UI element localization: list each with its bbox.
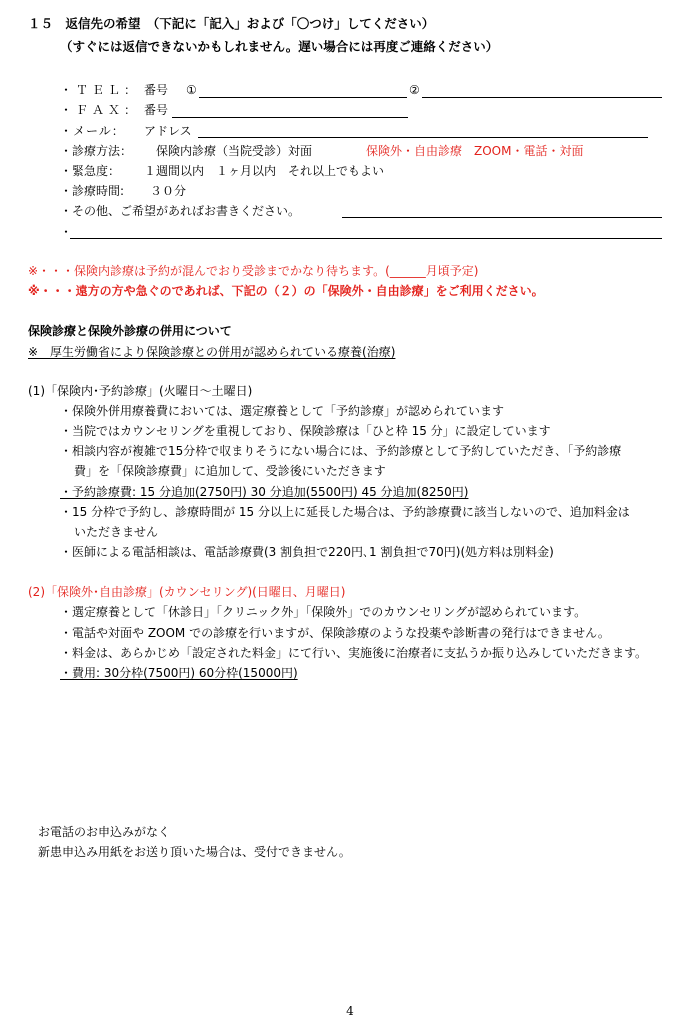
part1-heading: (1)「保険内･予約診療」(火曜日～土曜日) (28, 384, 253, 398)
blank-bullet: ・ (60, 225, 73, 239)
list-item: ・15 分枠で予約し、診療時間が 15 分以上に延長した場合は、予約診療費に該当しないので、追加料金は (60, 505, 630, 519)
list-item-continuation: いただきません (74, 525, 159, 539)
combined-title: 保険診療と保険外診療の併用について (28, 324, 232, 338)
mail-label: ・メール： (60, 124, 125, 138)
page-number: 4 (346, 1004, 354, 1018)
duration-label: ・診療時間: (60, 184, 125, 198)
fax-label: ・ＦＡＸ： (60, 103, 141, 117)
list-item-continuation: 費」を「保険診療費」に追加して、受診後にいただきます (74, 464, 386, 478)
part2-heading: (2)「保険外･自由診療」(カウンセリング)(日曜日、月曜日) (28, 585, 346, 599)
list-item: ・選定療養として「休診日」「クリニック外」「保険外」でのカウンセリングが認められています。 (60, 605, 587, 619)
footer-notice-line-2: 新患申込み用紙をお送り頂いた場合は、受付できません。 (38, 845, 351, 859)
note-remote: ※・・・遠方の方や急ぐのであれば、下記の（２）の「保険外・自由診療」をご利用ください。 (28, 284, 544, 298)
list-item-fees: ・予約診療費: 15 分追加(2750円) 30 分追加(5500円) 45 分追加(8250円) (60, 485, 469, 499)
section-15-subheading: （すぐには返信できないかもしれません。遅い場合には再度ご連絡ください） (60, 39, 499, 54)
urgency-options[interactable]: １週間以内 １ヶ月以内 それ以上でもよい (144, 164, 385, 178)
list-item: ・当院ではカウンセリングを重視しており、保険診療は「ひと枠 15 分」に設定しています (60, 424, 551, 438)
tel-1-input-line[interactable] (199, 97, 407, 98)
method-label: ・診療方法： (60, 144, 133, 158)
tel-label: ・ＴＥＬ： (60, 83, 141, 97)
section-15-heading: １５ 返信先の希望 （下記に「記入」および「〇つけ」してください） (28, 16, 435, 31)
list-item: ・相談内容が複雑で15分枠で収まりそうにない場合には、予約診療として予約していただき､「予約診療 (60, 444, 622, 458)
list-item: ・料金は、あらかじめ「設定された料金」にて行い、実施後に治療者に支払うか振り込みしていただきます。 (60, 646, 648, 660)
fax-field-label: 番号 (144, 103, 169, 117)
blank-input-line[interactable] (70, 238, 662, 239)
mail-input-line[interactable] (198, 137, 648, 138)
other-input-line[interactable] (342, 217, 662, 218)
list-item-fees: ・費用: 30分枠(7500円) 60分枠(15000円) (60, 666, 298, 680)
tel-2-input-line[interactable] (422, 97, 662, 98)
note-waiting: ※・・・保険内診療は予約が混んでおり受診までかなり待ちます。(______月頃予定) (28, 264, 479, 278)
footer-notice-line-1: お電話のお申込みがなく (38, 825, 171, 839)
tel-mark-1: ① (186, 83, 197, 97)
mail-field-label: アドレス (144, 124, 192, 138)
method-option-insured[interactable]: 保険内診療（当院受診）対面 (156, 144, 313, 158)
list-item-phone-consult: ・医師による電話相談は、電話診療費(3 割負担で220円､1 割負担で70円)(処方料は別料金) (60, 545, 554, 559)
fax-input-line[interactable] (172, 117, 408, 118)
duration-value: ３０分 (150, 184, 187, 198)
urgency-label: ・緊急度： (60, 164, 121, 178)
combined-subtitle: ※ 厚生労働省により保険診療との併用が認められている療養(治療) (28, 345, 396, 359)
list-item: ・保険外併用療養費においては、選定療養として「予約診療」が認められています (60, 404, 505, 418)
list-item: ・電話や対面や ZOOM での診療を行いますが、保険診療のような投薬や診断書の発行はできません。 (60, 626, 610, 640)
tel-mark-2: ② (409, 83, 420, 97)
method-option-private[interactable]: 保険外・自由診療 ZOOM・電話・対面 (366, 144, 584, 158)
other-label: ・その他、ご希望があればお書きください。 (60, 204, 301, 218)
tel-field-label: 番号 (144, 83, 169, 97)
